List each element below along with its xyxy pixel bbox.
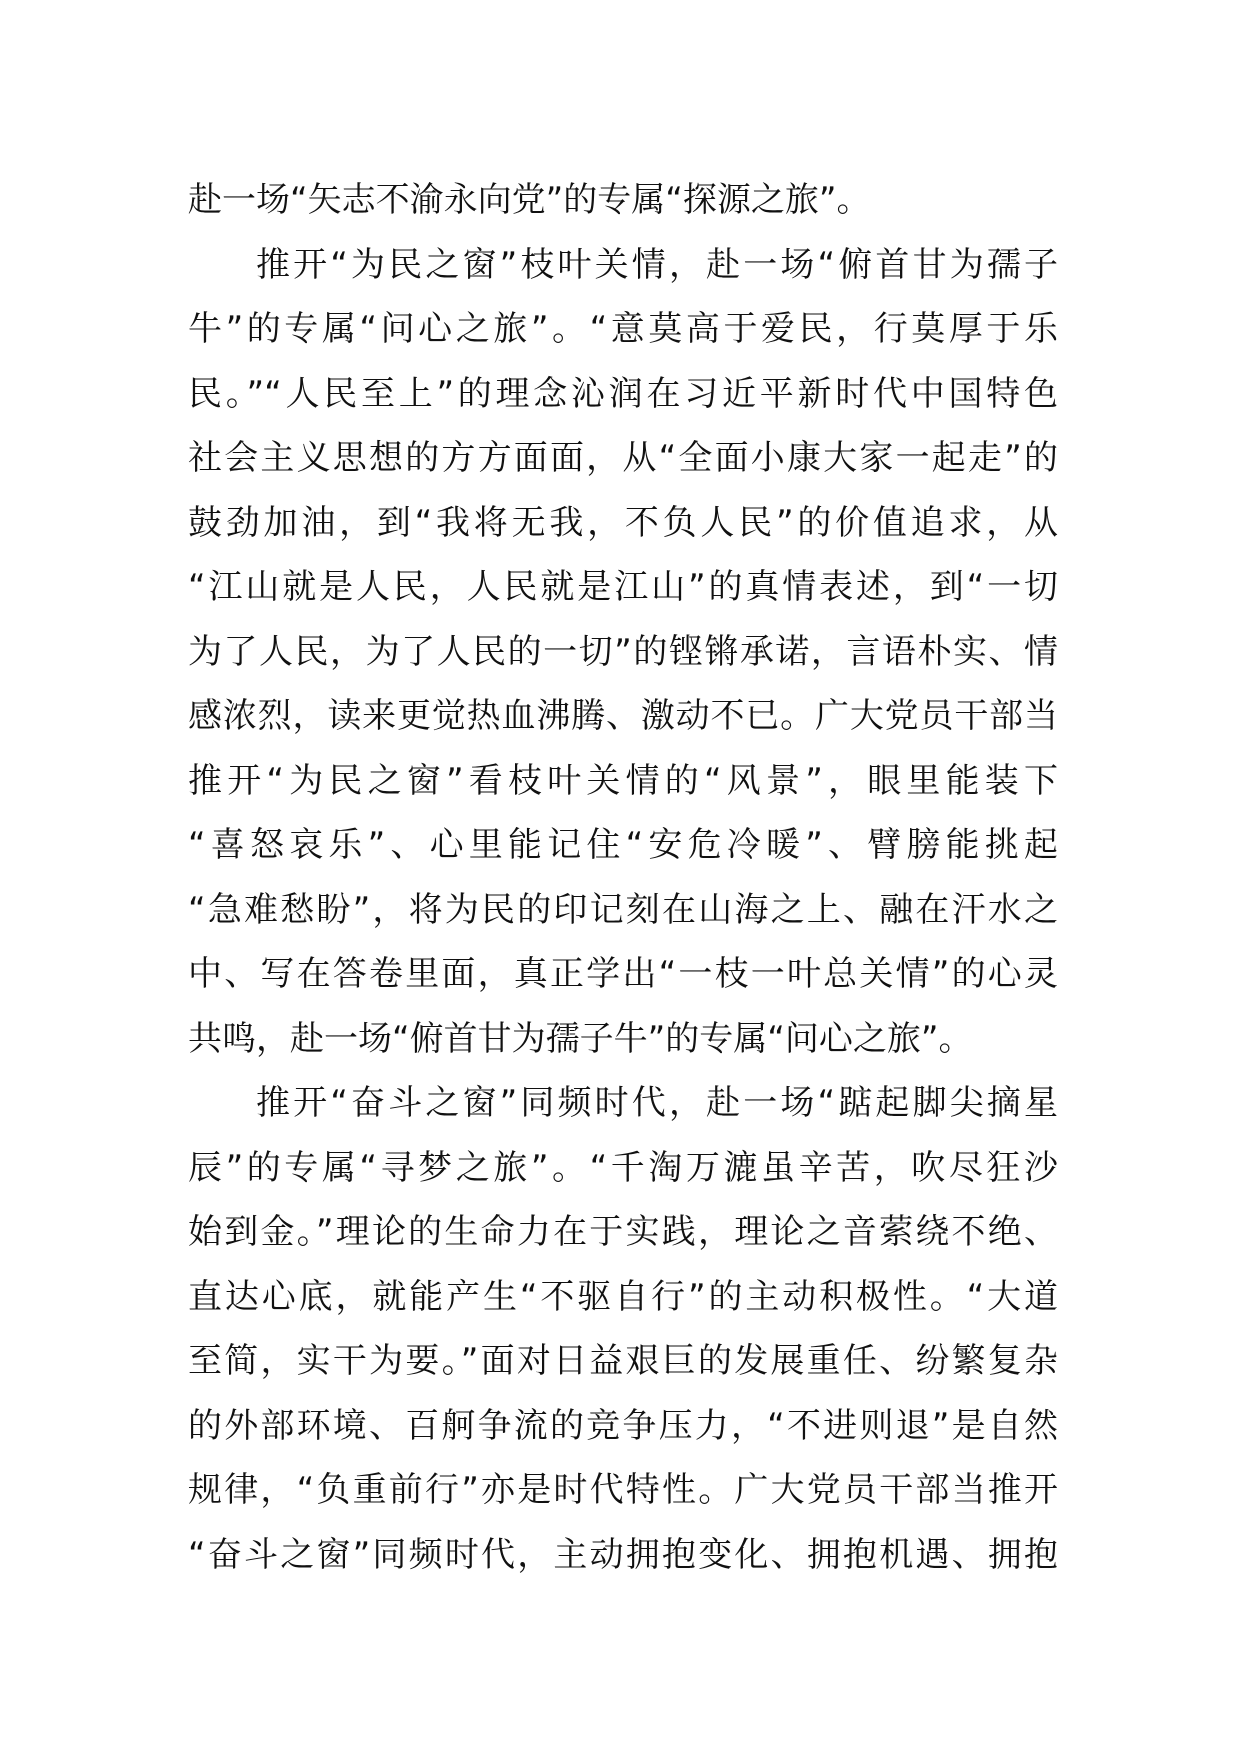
- text-line: 共鸣，赴一场“俯首甘为孺子牛”的专属“问心之旅”。: [188, 1018, 973, 1059]
- body-text: [188, 168, 1058, 1587]
- text-line: “奋斗之窗”同频时代，主动拥抱变化、拥抱机遇、拥抱: [188, 1534, 1058, 1575]
- text-line: 牛”的专属“问心之旅”。“意莫高于爱民，行莫厚于乐: [188, 309, 1058, 349]
- text-line: 辰”的专属“寻梦之旅”。“千淘万漉虽辛苦，吹尽狂沙: [188, 1147, 1058, 1188]
- text-line: 规律，“负重前行”亦是时代特性。广大党员干部当推开: [188, 1470, 1058, 1510]
- text-line: 至简，实干为要。”面对日益艰巨的发展重任、纷繁复杂: [188, 1341, 1058, 1381]
- text-line: 鼓劲加油，到“我将无我，不负人民”的价值追求，从: [188, 502, 1058, 543]
- text-line: 推开“为民之窗”看枝叶关情的“风景”，眼里能装下: [188, 760, 1058, 801]
- text-line: “喜怒哀乐”、心里能记住“安危冷暖”、臂膀能挑起: [188, 825, 1058, 865]
- text-line: 赴一场“矢志不渝永向党”的专属“探源之旅”。: [188, 180, 871, 220]
- text-line: 中、写在答卷里面，真正学出“一枝一叶总关情”的心灵: [188, 954, 1058, 994]
- text-line: 民。”“人民至上”的理念沁润在习近平新时代中国特色: [188, 373, 1058, 414]
- text-line: 社会主义思想的方方面面，从“全面小康大家一起走”的: [188, 438, 1058, 478]
- text-line: “急难愁盼”，将为民的印记刻在山海之上、融在汗水之: [188, 889, 1058, 930]
- text-line: 感浓烈，读来更觉热血沸腾、激动不已。广大党员干部当: [188, 696, 1058, 736]
- paragraph-first-line: 推开“为民之窗”枝叶关情，赴一场“俯首甘为孺子: [256, 244, 1058, 285]
- text-line: “江山就是人民，人民就是江山”的真情表述，到“一切: [188, 567, 1058, 607]
- text-line: 始到金。”理论的生命力在于实践，理论之音萦绕不绝、: [188, 1212, 1058, 1252]
- text-line: 直达心底，就能产生“不驱自行”的主动积极性。“大道: [188, 1276, 1058, 1317]
- text-line: 为了人民，为了人民的一切”的铿锵承诺，言语朴实、情: [188, 631, 1058, 672]
- paragraph-first-line: 推开“奋斗之窗”同频时代，赴一场“踮起脚尖摘星: [256, 1083, 1058, 1123]
- text-line: 的外部环境、百舸争流的竞争压力，“不进则退”是自然: [188, 1405, 1058, 1446]
